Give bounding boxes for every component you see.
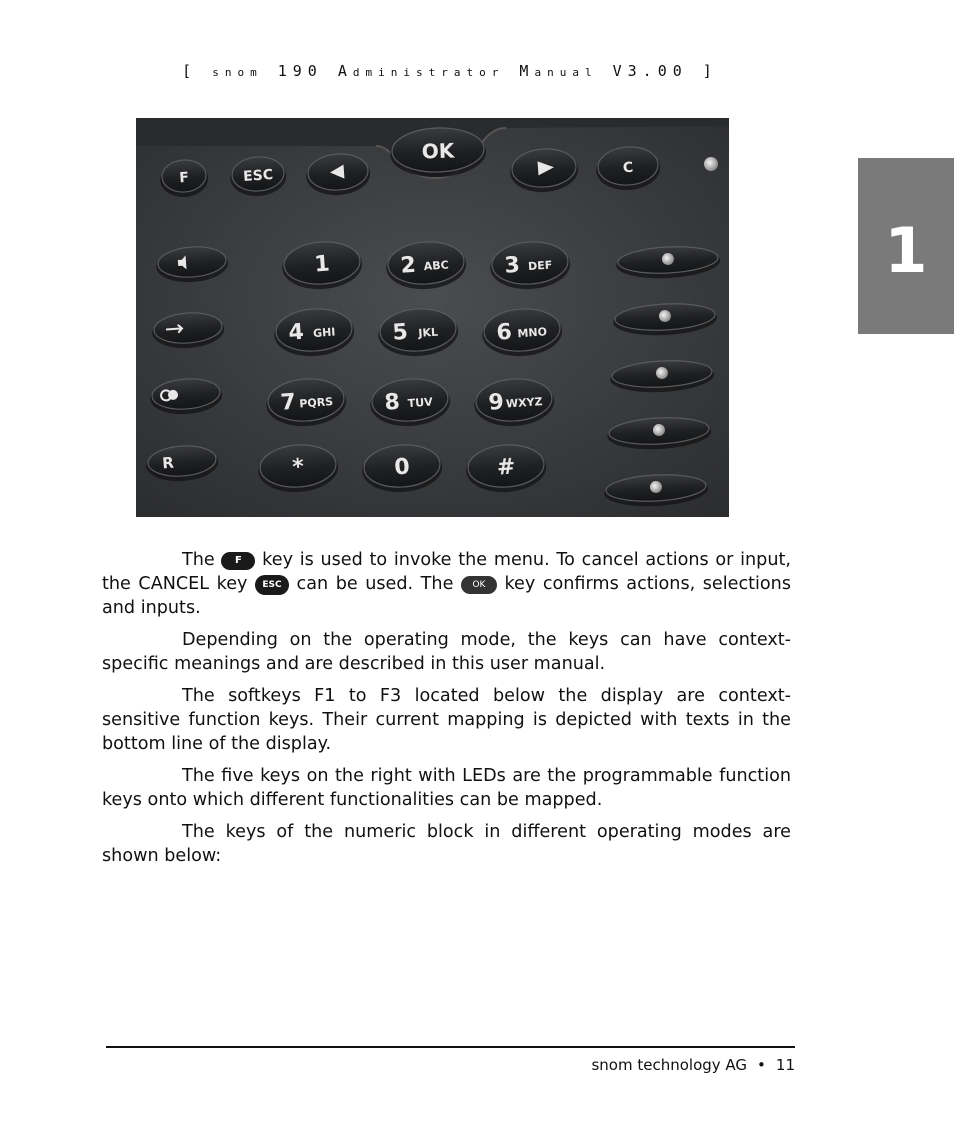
chapter-tab [858,158,954,334]
header-open-bracket: [ [182,62,198,80]
keypad-letters-label: WXYZ [505,395,543,411]
keypad-letters-label: JKL [417,325,439,340]
header-admin-rest: dministrator [352,66,505,79]
keypad-digit-label: * [291,454,305,481]
status-led-icon [704,157,718,171]
p1-text-3: can be used. The [289,574,461,594]
paragraph-softkeys: The softkeys F1 to F3 located below the display are context-sensitive function keys. Their current mapping is depicted with texts in the bottom line of the display. [102,686,791,754]
keypad-c-label: C [622,159,634,177]
running-header [0,62,900,80]
keypad-digit-label: 9 [487,389,505,416]
footer-bullet: • [757,1056,766,1074]
keypad-letters-label: GHI [312,325,336,341]
paragraph-context-keys: Depending on the operating mode, the keys can have context-specific meanings and are described in this user manual. [102,630,791,674]
header-close-bracket: ] [702,62,718,80]
keypad-letters-label: PQRS [298,395,334,411]
p1-text-2: key is used to invoke the menu. To cancel actions or input, the CANCEL key [102,550,791,594]
keypad-digit-label: 7 [279,389,297,416]
keypad-redial-label: R [161,453,175,473]
paragraph-led-keys: The five keys on the right with LEDs are the programmable function keys onto which different functionalities can be mapped. [102,766,791,810]
keypad-digit-label: 2 [399,252,417,279]
keypad-letters-label: ABC [423,258,450,274]
body-text [102,548,791,876]
keypad-letters-label: TUV [407,395,434,411]
header-manual-initial: M [519,62,535,80]
keypad-esc-label: ESC [242,166,274,186]
keypad-digit-label: 5 [391,319,409,346]
header-model: 190 [277,62,323,80]
keypad-digit-label: 1 [313,251,331,278]
header-admin-initial: A [337,62,353,80]
ok-key-icon: OK [461,576,497,594]
p1-text-1: The [182,550,222,570]
footer [591,1056,795,1074]
keypad-digit-label: 0 [393,454,411,481]
keypad-photo [136,118,729,517]
keypad-digit-label: 8 [383,389,401,416]
keypad-digit-label: 6 [495,319,513,346]
footer-company: snom technology AG [591,1056,748,1074]
keypad-illustration [136,118,729,517]
p1-text-4: key confirms actions, selections and inputs. [102,574,791,618]
header-manual-rest: anual [534,66,598,79]
keypad-f-label: F [178,169,190,187]
paragraph-menu-keys [102,548,791,620]
keypad-letters-label: DEF [527,258,553,274]
header-brand: snom [212,66,263,79]
esc-key-icon: ESC [255,575,289,595]
keypad-digit-label: 3 [503,252,521,279]
chapter-number: 1 [884,214,928,287]
keypad-letters-label: MNO [517,325,548,341]
footer-rule [106,1046,795,1048]
paragraph-numeric-block: The keys of the numeric block in different operating modes are shown below: [102,822,791,866]
keypad-ok-label: OK [421,138,455,164]
f-key-icon: F [221,552,255,570]
header-version: V3.00 [612,62,688,80]
keypad-digit-label: 4 [287,319,305,346]
keypad-digit-label: # [496,454,517,481]
page-number: 11 [775,1056,795,1074]
